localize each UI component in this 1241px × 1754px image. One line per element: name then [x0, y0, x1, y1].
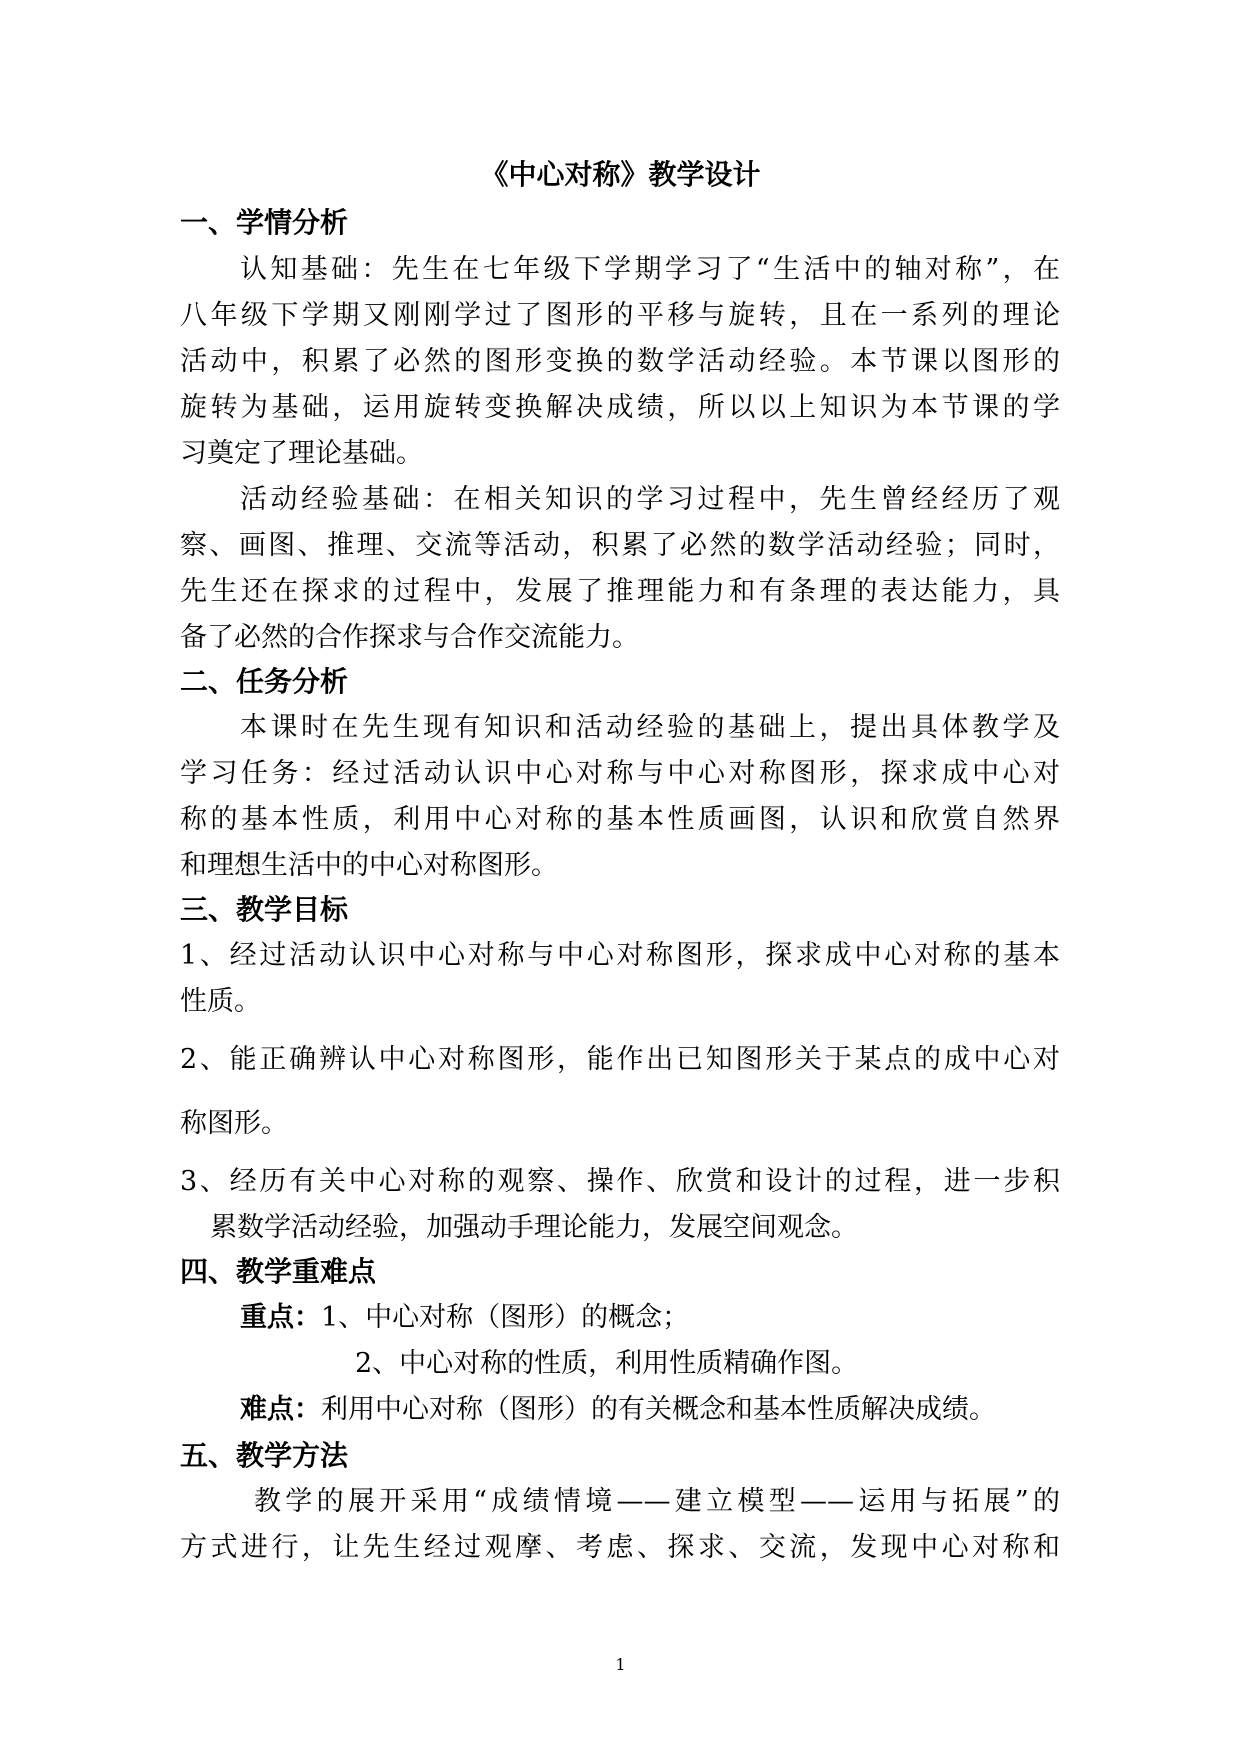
difficult-point-line	[240, 1390, 996, 1430]
list-item: 2、能正确辨认中心对称图形，能作出已知图形关于某点的成中心对	[180, 1044, 1060, 1075]
difficult-point-label: 难点：	[240, 1394, 321, 1425]
list-item: 称图形。	[180, 1108, 288, 1139]
paragraph-line: 旋转为基础，运用旋转变换解决成绩，所以以上知识为本节课的学	[180, 392, 1060, 423]
section-heading-teaching-goals: 三、教学目标	[180, 893, 349, 926]
list-item: 累数学活动经验，加强动手理论能力，发展空间观念。	[210, 1212, 858, 1243]
key-point-1: 1、中心对称（图形）的概念；	[321, 1302, 690, 1333]
paragraph-line: 察、画图、推理、交流等活动，积累了必然的数学活动经验；同时，	[180, 530, 1060, 561]
paragraph-line: 认知基础：先生在七年级下学期学习了“生活中的轴对称”，在	[240, 254, 1060, 285]
section-heading-task-analysis: 二、任务分析	[180, 665, 349, 698]
paragraph-line: 教学的展开采用“成绩情境——建立模型——运用与拓展”的	[254, 1486, 1060, 1517]
paragraph-line: 习奠定了理论基础。	[180, 438, 423, 469]
paragraph-line: 方式进行，让先生经过观摩、考虑、探求、交流，发现中心对称和	[180, 1532, 1060, 1563]
key-point-2: 2、中心对称的性质，利用性质精确作图。	[355, 1348, 859, 1379]
section-heading-key-difficult-points: 四、教学重难点	[180, 1255, 377, 1288]
paragraph-line: 活动中，积累了必然的图形变换的数学活动经验。本节课以图形的	[180, 346, 1060, 377]
list-item: 性质。	[180, 986, 261, 1017]
paragraph-line: 称的基本性质，利用中心对称的基本性质画图，认识和欣赏自然界	[180, 804, 1060, 835]
section-heading-learning-analysis: 一、学情分析	[180, 206, 349, 239]
paragraph-line: 备了必然的合作探求与合作交流能力。	[180, 622, 639, 653]
list-item: 3、经历有关中心对称的观察、操作、欣赏和设计的过程，进一步积	[180, 1166, 1060, 1197]
document-title: 《中心对称》教学设计	[480, 158, 761, 191]
paragraph-line: 八年级下学期又刚刚学过了图形的平移与旋转，且在一系列的理论	[180, 300, 1060, 331]
paragraph-line: 本课时在先生现有知识和活动经验的基础上，提出具体教学及	[240, 712, 1060, 743]
list-item: 1、经过活动认识中心对称与中心对称图形，探求成中心对称的基本	[180, 940, 1060, 971]
paragraph-line: 先生还在探求的过程中，发展了推理能力和有条理的表达能力，具	[180, 576, 1060, 607]
paragraph-line: 学习任务：经过活动认识中心对称与中心对称图形，探求成中心对	[180, 758, 1060, 789]
page-number: 1	[615, 1655, 626, 1674]
key-point-line	[240, 1298, 689, 1338]
paragraph-line: 和理想生活中的中心对称图形。	[180, 850, 558, 881]
paragraph-line: 活动经验基础：在相关知识的学习过程中，先生曾经经历了观	[240, 484, 1060, 515]
key-point-label: 重点：	[240, 1302, 321, 1333]
section-heading-teaching-method: 五、教学方法	[180, 1439, 349, 1472]
difficult-point-text: 利用中心对称（图形）的有关概念和基本性质解决成绩。	[321, 1394, 996, 1425]
